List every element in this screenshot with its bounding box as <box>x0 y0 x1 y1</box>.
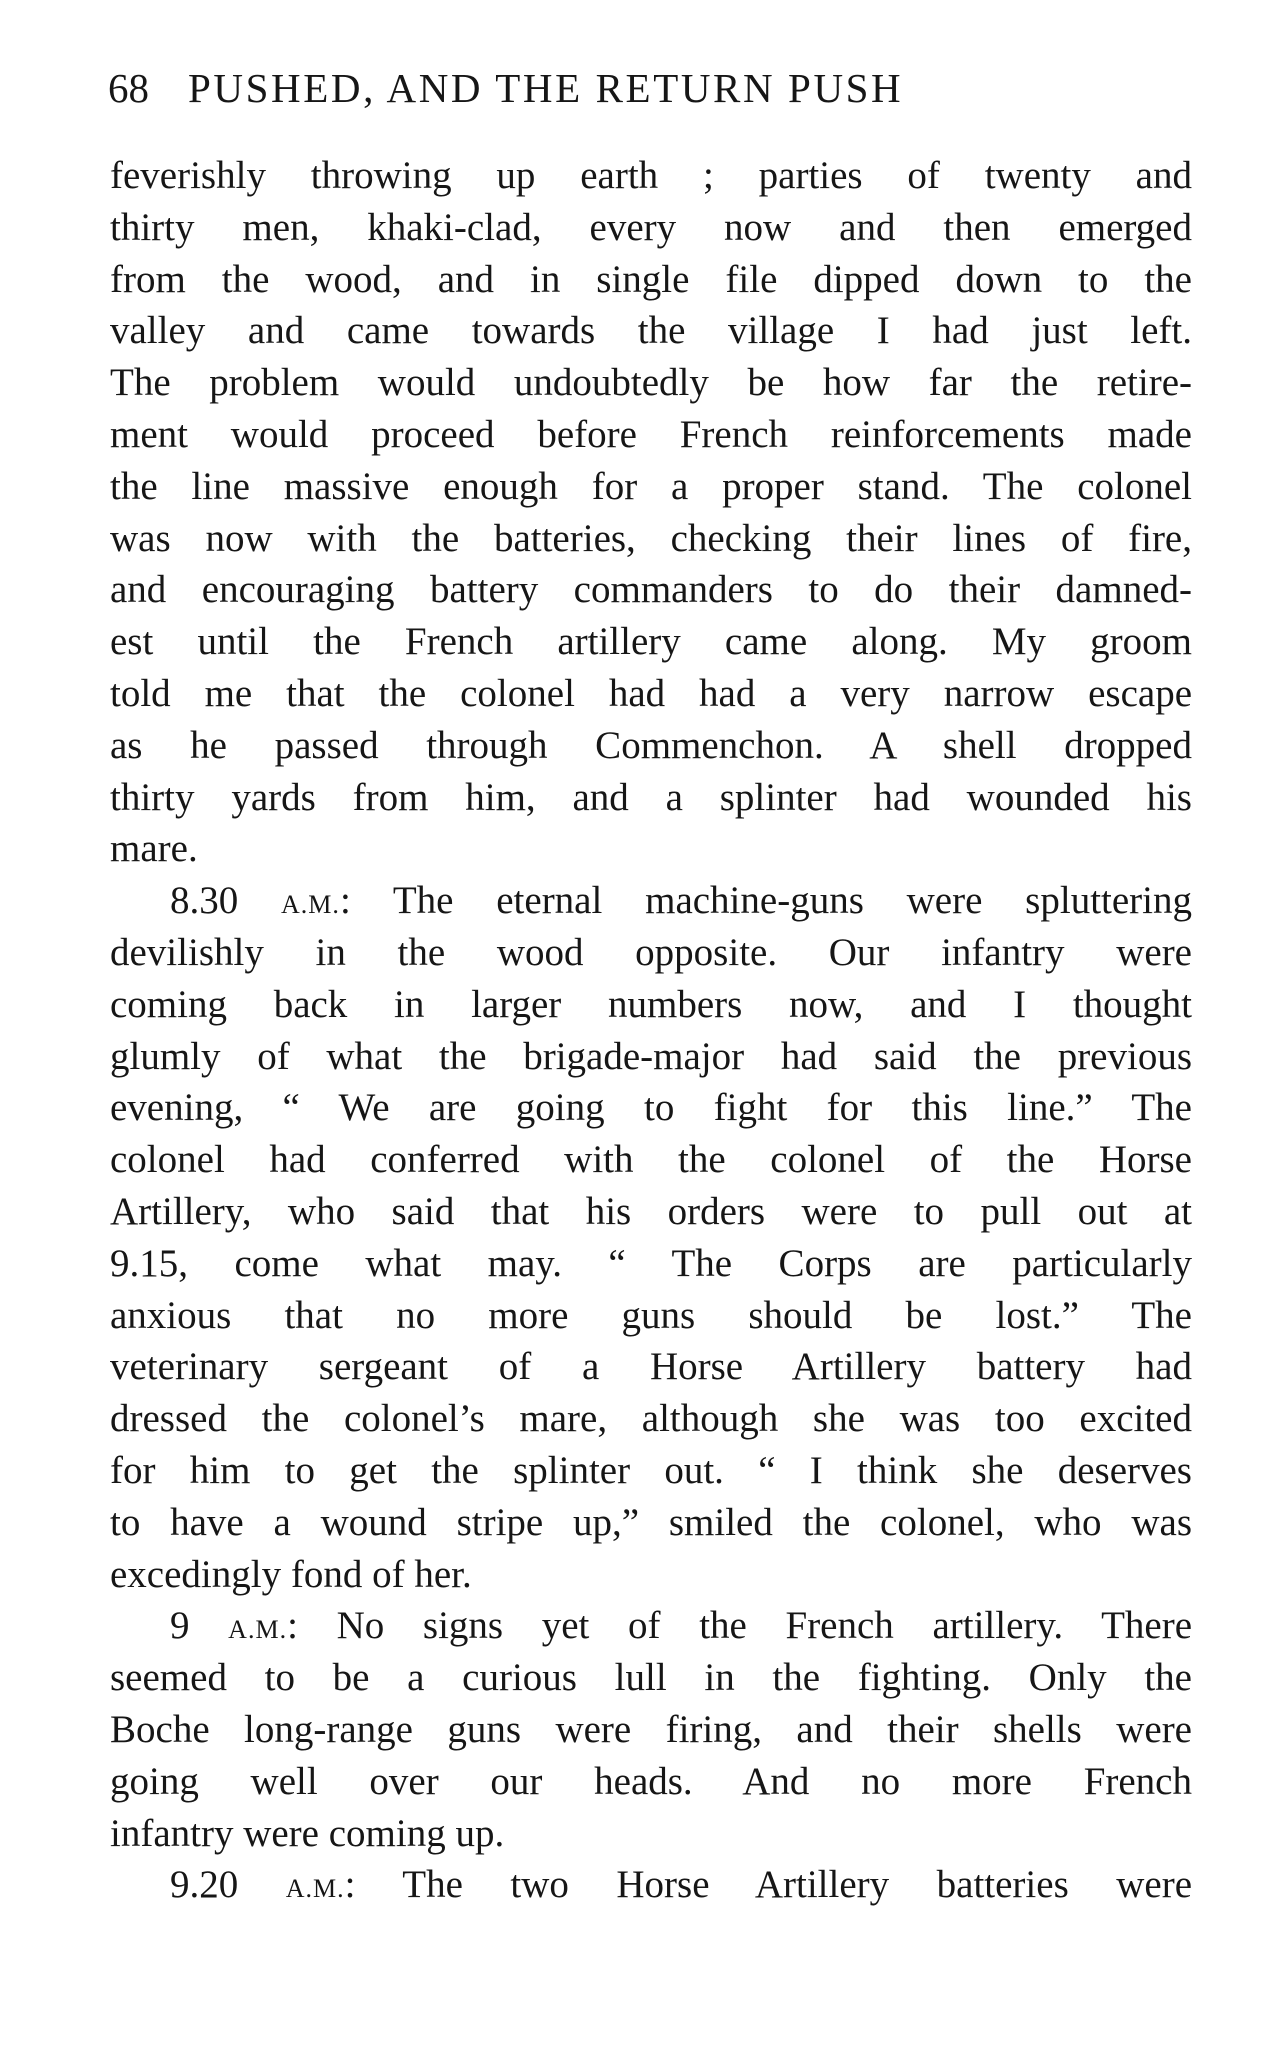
time-suffix: A.M. <box>228 1615 288 1645</box>
text-line: colonel had conferred with the colonel of the Horse <box>110 1138 1192 1182</box>
time-entry: 8.30 <box>170 879 239 923</box>
text-line: est until the French artillery came along. My groom <box>110 620 1192 664</box>
text-line: Artillery, who said that his orders were to pull out at <box>110 1189 1192 1233</box>
text-line: thirty men, khaki-clad, every now and then emerged <box>110 205 1192 249</box>
paragraph-first-line <box>110 1859 1192 1911</box>
text-line: for him to get the splinter out. “ I think she deserves <box>110 1448 1192 1492</box>
text-line: from the wood, and in single file dipped down to the <box>110 257 1192 301</box>
text-line: evening, “ We are going to fight for this line.” The <box>110 1086 1192 1130</box>
text-line: 9.15, come what may. “ The Corps are particularly <box>110 1241 1192 1285</box>
time-entry: 9.20 <box>170 1863 239 1907</box>
text-line: glumly of what the brigade-major had said the previous <box>110 1034 1192 1078</box>
text-line: excedingly fond of her. <box>110 1552 472 1596</box>
text-line: was now with the batteries, checking their lines of fire, <box>110 516 1192 560</box>
paragraph-first-line <box>110 1600 1192 1652</box>
text-line: anxious that no more guns should be lost.” The <box>110 1293 1192 1337</box>
text-line: The problem would undoubtedly be how far the retire- <box>110 361 1192 405</box>
body-text <box>110 150 1192 1911</box>
time-entry: 9 <box>170 1604 190 1648</box>
page-number: 68 <box>108 65 149 111</box>
running-title: PUSHED, AND THE RETURN PUSH <box>188 65 904 111</box>
text-line: veterinary sergeant of a Horse Artillery battery had <box>110 1345 1192 1389</box>
text-line: told me that the colonel had had a very narrow escape <box>110 671 1192 715</box>
text-run: : The eternal machine-guns were spluttering <box>339 879 1192 923</box>
text-line: seemed to be a curious lull in the fighting. Only the <box>110 1656 1192 1700</box>
text-line: feverishly throwing up earth ; parties of twenty and <box>110 154 1192 197</box>
text-line: the line massive enough for a proper stand. The colonel <box>110 464 1192 508</box>
text-line: devilishly in the wood opposite. Our infantry were <box>110 930 1192 974</box>
text-line: thirty yards from him, and a splinter had wounded his <box>110 775 1192 819</box>
text-line: infantry were coming up. <box>110 1811 505 1855</box>
paragraph-first-line <box>110 875 1192 927</box>
text-line: valley and came towards the village I had just left. <box>110 309 1192 353</box>
text-line: going well over our heads. And no more French <box>110 1759 1192 1803</box>
text-line: coming back in larger numbers now, and I thought <box>110 982 1192 1026</box>
text-line: Boche long-range guns were firing, and their shells were <box>110 1707 1192 1751</box>
text-line: to have a wound stripe up,” smiled the colonel, who was <box>110 1500 1192 1544</box>
text-line: dressed the colonel’s mare, although she was too excited <box>110 1397 1192 1441</box>
text-line: mare. <box>110 827 198 871</box>
text-line: ment would proceed before French reinforcements made <box>110 412 1192 456</box>
text-run: : The two Horse Artillery batteries were <box>344 1863 1193 1907</box>
text-run: : No signs yet of the French artillery. There <box>287 1604 1193 1648</box>
time-suffix: A.M. <box>285 1874 345 1904</box>
time-suffix: A.M. <box>281 890 340 920</box>
text-line: and encouraging battery commanders to do their damned- <box>110 568 1192 612</box>
running-head <box>108 58 1188 118</box>
text-line: as he passed through Commenchon. A shell dropped <box>110 723 1192 767</box>
